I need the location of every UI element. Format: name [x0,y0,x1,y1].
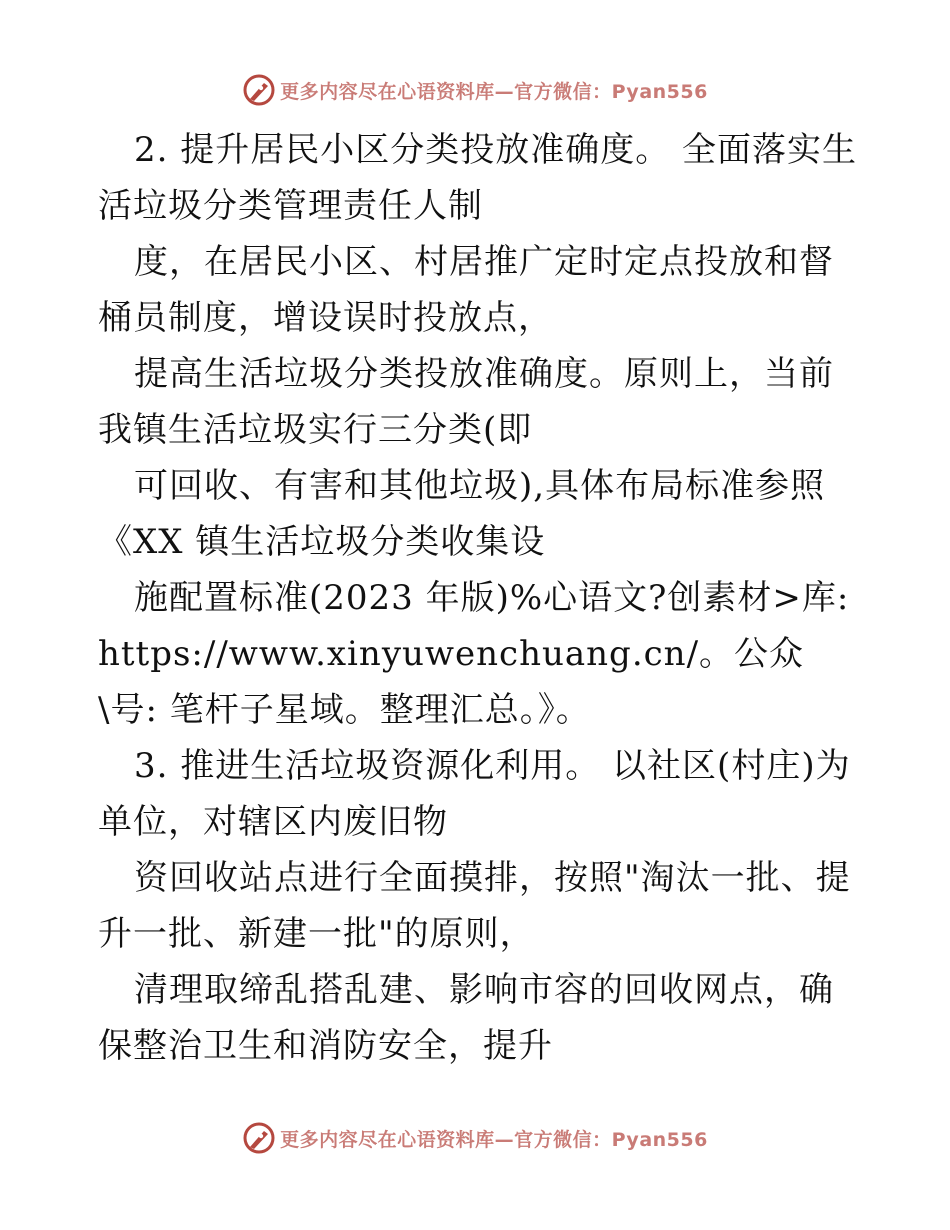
document-body [98,122,858,1074]
header-watermark-banner [0,70,950,110]
footer-watermark-banner [0,1118,950,1158]
paragraph: 度，在居民小区、村居推广定时定点投放和督桶员制度，增设误时投放点， [98,242,834,338]
paragraph: 施配置标准(2023 年版)%心语文?创素材>库: https://www.xinyuwenchuang.cn/。公众\号: 笔杆子星域。整理汇总。》。 [98,578,850,730]
paragraph: 3. 推进生活垃圾资源化利用。 以社区(村庄)为单位，对辖区内废旧物 [98,746,851,842]
paragraph: 资回收站点进行全面摸排，按照"淘汰一批、提升一批、新建一批"的原则， [98,858,851,954]
pen-circle-logo-icon [242,1121,276,1155]
paragraph: 清理取缔乱搭乱建、影响市容的回收网点，确保整治卫生和消防安全，提升 [98,970,834,1066]
paragraph: 提高生活垃圾分类投放准确度。原则上，当前我镇生活垃圾实行三分类(即 [98,354,834,450]
pen-circle-logo-icon [242,73,276,107]
header-watermark-text: 更多内容尽在心语资料库—官方微信：Pyan556 [280,80,708,103]
paragraph: 2. 提升居民小区分类投放准确度。 全面落实生活垃圾分类管理责任人制 [98,130,858,226]
footer-watermark-text: 更多内容尽在心语资料库—官方微信：Pyan556 [280,1128,708,1151]
paragraph: 可回收、有害和其他垃圾),具体布局标准参照《XX 镇生活垃圾分类收集设 [98,466,826,562]
